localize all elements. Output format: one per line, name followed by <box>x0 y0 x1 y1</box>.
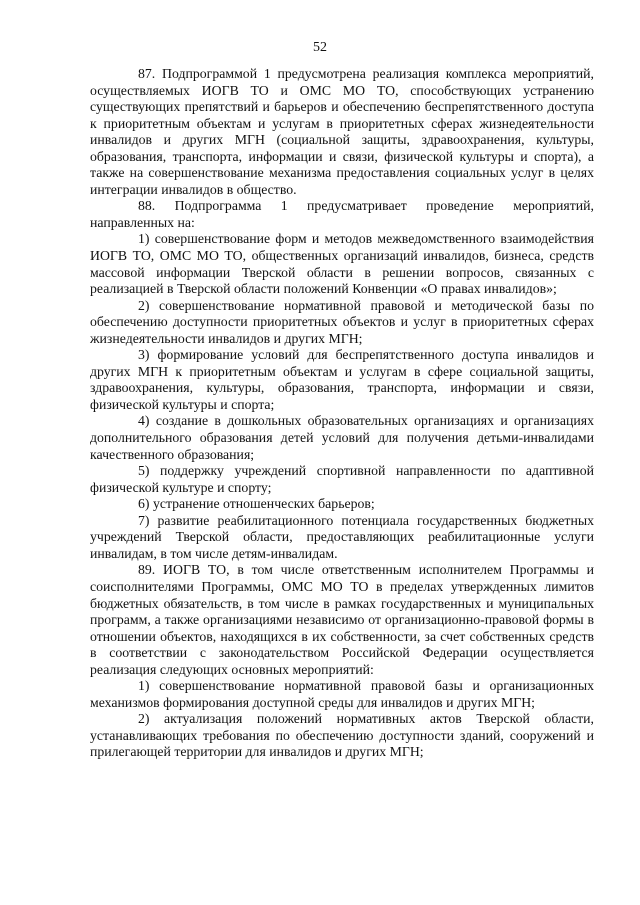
list-item-88-5: 5) поддержку учреждений спортивной направленности по адаптивной физической культуре и спорту; <box>90 463 594 495</box>
list-item-88-2: 2) совершенствование нормативной правовой и методической базы по обеспечению доступности приоритетных объектов и услуг в приоритетных сферах жизнедеятельности инвалидов и других МГН; <box>90 297 594 346</box>
list-item-88-3: 3) формирование условий для беспрепятственного доступа инвалидов и других МГН к приоритетным объектам и услугам в сфере социальной защиты, здравоохранения, культуры, образования, транспорта, информации и связи, физической культуры и спорта; <box>90 347 594 412</box>
list-item-88-6: 6) устранение отношенческих барьеров; <box>138 496 375 512</box>
list-item-88-4: 4) создание в дошкольных образовательных организациях и организациях дополнительного образования детей условий для получения детьми-инвалидами качественного образования; <box>90 413 594 462</box>
paragraph-87: 87. Подпрограммой 1 предусмотрена реализация комплекса мероприятий, осуществляемых ИОГВ ТО и ОМС МО ТО, способствующих устранению существующих препятствий и барьеров и обеспечению беспрепятственного доступа к приоритетным объектам и услугам в приоритетных сферах жизнедеятельности инвалидов и других МГН (социальной защиты, здравоохранения, культуры, образования, транспорта, информации и связи, физической культуры и спорта), а также на совершенствование механизма предоставления социальных услуг в целях интеграции инвалидов в общество. <box>90 66 594 197</box>
list-item-89-1: 1) совершенствование нормативной правовой базы и организационных механизмов формирования доступной среды для инвалидов и других МГН; <box>90 678 594 710</box>
list-item-89-2: 2) актуализация положений нормативных актов Тверской области, устанавливающих требования по обеспечению доступности зданий, сооружений и прилегающей территории для инвалидов и других МГН; <box>90 711 594 760</box>
paragraph-89: 89. ИОГВ ТО, в том числе ответственным исполнителем Программы и соисполнителями Программы, ОМС МО ТО в пределах утвержденных лимитов бюджетных обязательств, в том числе в рамках государственных и муниципальных программ, а также организациями независимо от организационно-правовой формы в отношении объектов, находящихся в их собственности, за счет собственных средств в соответствии с законодательством Российской Федерации осуществляется реализация следующих основных мероприятий: <box>90 562 594 677</box>
list-item-88-7: 7) развитие реабилитационного потенциала государственных бюджетных учреждений Тверской области, предоставляющих реабилитационные услуги инвалидам, в том числе детям-инвалидам. <box>90 512 594 561</box>
page-number: 52 <box>313 40 327 55</box>
document-body <box>90 66 594 761</box>
list-item-88-1: 1) совершенствование форм и методов межведомственного взаимодействия ИОГВ ТО, ОМС МО ТО, общественных организаций инвалидов, бизнеса, средств массовой информации Тверской области в решении вопросов, связанных с реализацией в Тверской области положений Конвенции «О правах инвалидов»; <box>90 231 594 297</box>
paragraph-88: 88. Подпрограмма 1 предусматривает проведение мероприятий, направленных на: <box>90 198 594 230</box>
